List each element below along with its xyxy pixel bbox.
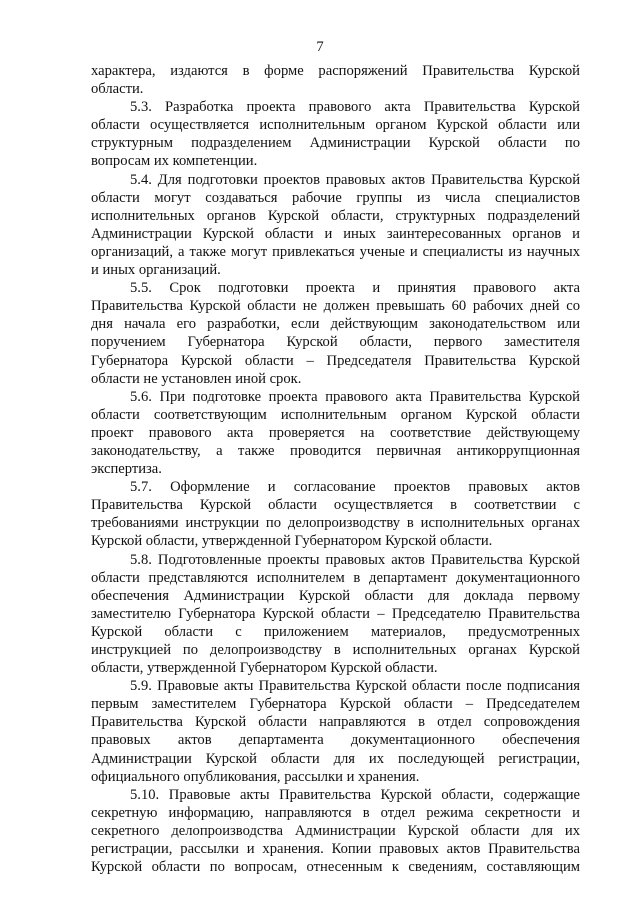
text-line: поручением Губернатора Курской области, первого заместителя [91, 334, 580, 351]
text-line: обеспечения Администрации Курской области для доклада первому [91, 587, 580, 604]
text-line: организаций, а также могут привлекаться ученые и специалисты из научных [91, 243, 580, 260]
text-line: структурным подразделением Администрации Курской области по [91, 135, 580, 152]
text-line: Курской области, утвержденной Губернатором Курской области. [91, 533, 493, 550]
text-line: Администрации Курской области для их последующей регистрации, [91, 750, 580, 767]
text-line: заместителю Губернатора Курской области – Председателю Правительства [91, 605, 580, 622]
paragraph-p5_6 [91, 388, 580, 478]
text-line: области, утвержденной Губернатором Курской области. [91, 660, 438, 677]
text-line: области не установлен иной срок. [91, 370, 302, 387]
text-line: 5.8. Подготовленные проекты правовых актов Правительства Курской [130, 551, 580, 568]
paragraph-p5_9 [91, 677, 580, 786]
text-line: Курской области по вопросам, отнесенным к сведениям, составляющим [91, 859, 580, 876]
paragraph-p5_3 [91, 98, 580, 170]
text-line: 5.9. Правовые акты Правительства Курской области после подписания [130, 678, 580, 695]
text-line: 5.5. Срок подготовки проекта и принятия правового акта [130, 280, 580, 297]
text-line: Администрации Курской области и иных заинтересованных органов и [91, 225, 580, 242]
text-line: 5.10. Правовые акты Правительства Курской области, содержащие [130, 786, 580, 803]
text-line: 5.3. Разработка проекта правового акта Правительства Курской [130, 99, 580, 116]
text-line: области. [91, 81, 144, 98]
text-line: Правительства Курской области направляются в отдел сопровождения [91, 714, 580, 731]
text-line: и иных организаций. [91, 262, 221, 279]
text-line: дня начала его разработки, если действующим законодательством или [91, 316, 580, 333]
paragraph-p5_10 [91, 786, 580, 876]
text-line: регистрации, рассылки и хранения. Копии правовых актов Правительства [91, 841, 580, 858]
text-line: секретного делопроизводства Администрации Курской области для их [91, 822, 580, 839]
text-line: области осуществляется исполнительным органом Курской области или [91, 117, 580, 134]
paragraph-p5_7 [91, 478, 580, 550]
text-line: Губернатора Курской области – Председателя Правительства Курской [91, 352, 580, 369]
page-number: 7 [316, 39, 324, 55]
text-line: Курской области с приложением материалов, предусмотренных [91, 623, 580, 640]
document-body [91, 62, 580, 876]
text-line: области представляются исполнителем в департамент документационного [91, 569, 580, 586]
text-line: проект правового акта проверяется на соответствие действующему [91, 424, 580, 441]
text-line: инструкцией по делопроизводству в исполнительных органах Курской [91, 642, 580, 658]
text-line: первым заместителем Губернатора Курской области – Председателем [91, 696, 580, 713]
paragraph-p5_5 [91, 279, 580, 388]
text-line: области могут создаваться рабочие группы из числа специалистов [91, 189, 580, 206]
paragraph-cont [91, 62, 580, 98]
text-line: Правительства Курской области осуществляется в соответствии с [91, 497, 580, 514]
text-line: экспертиза. [91, 461, 162, 478]
text-line: вопросам их компетенции. [91, 153, 258, 170]
text-line: секретную информацию, направляются в отдел режима секретности и [91, 804, 580, 821]
text-line: 5.4. Для подготовки проектов правовых актов Правительства Курской [130, 171, 580, 188]
text-line: 5.7. Оформление и согласование проектов правовых актов [130, 479, 580, 496]
text-line: законодательству, а также проводится первичная антикоррупционная [91, 442, 580, 459]
text-line: области соответствующим исполнительным органом Курской области [91, 406, 580, 423]
text-line: характера, издаются в форме распоряжений Правительства Курской [91, 63, 580, 79]
text-line: 5.6. При подготовке проекта правового акта Правительства Курской [130, 388, 580, 405]
paragraph-p5_4 [91, 171, 580, 280]
text-line: исполнительных органов Курской области, структурных подразделений [91, 207, 580, 224]
text-line: официального опубликования, рассылки и хранения. [91, 768, 420, 785]
text-line: правовых актов департамента документационного обеспечения [91, 732, 580, 749]
text-line: требованиями инструкции по делопроизводству в исполнительных органах [91, 515, 580, 532]
text-line: Правительства Курской области не должен превышать 60 рабочих дней со [91, 298, 580, 315]
paragraph-p5_8 [91, 551, 580, 678]
